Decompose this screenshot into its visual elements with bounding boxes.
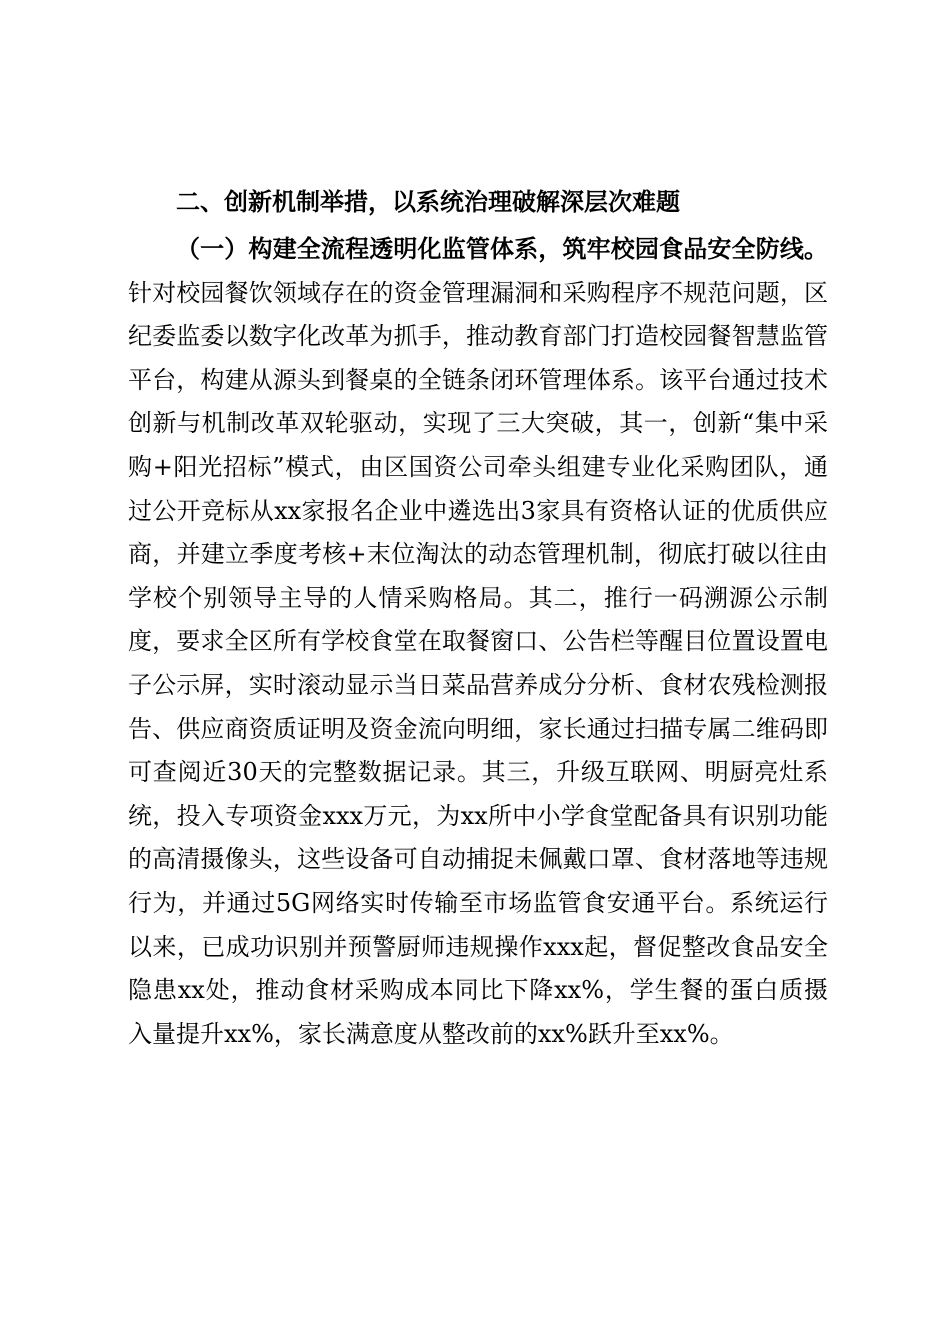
body-paragraph	[128, 228, 828, 1056]
paragraph-lead-sentence: （一）构建全流程透明化监管体系，筑牢校园食品安全防线。	[176, 235, 828, 263]
section-heading: 二、创新机制举措，以系统治理破解深层次难题	[176, 188, 680, 216]
paragraph-body-text: 针对校园餐饮领域存在的资金管理漏洞和采购程序不规范问题，区纪委监委以数字化改革为抓手，推动教育部门打造校园餐智慧监管平台，构建从源头到餐桌的全链条闭环管理体系。该平台通过技术创新与机制改革双轮驱动，实现了三大突破，其一，创新“集中采购+阳光招标”模式，由区国资公司牵头组建专业化采购团队，通过公开竞标从xx家报名企业中遴选出3家具有资格认证的优质供应商，并建立季度考核+末位淘汰的动态管理机制，彻底打破以往由学校个别领导主导的人情采购格局。其二，推行一码溯源公示制度，要求全区所有学校食堂在取餐窗口、公告栏等醒目位置设置电子公示屏，实时滚动显示当日菜品营养成分分析、食材农残检测报告、供应商资质证明及资金流向明细，家长通过扫描专属二维码即可查阅近30天的完整数据记录。其三，升级互联网、明厨亮灶系统，投入专项资金xxx万元，为xx所中小学食堂配备具有识别功能的高清摄像头，这些设备可自动捕捉未佩戴口罩、食材落地等违规行为，并通过5G网络实时传输至市场监管食安通平台。系统运行以来，已成功识别并预警厨师违规操作xxx起，督促整改食品安全隐患xx处，推动食材采购成本同比下降xx%，学生餐的蛋白质摄入量提升xx%，家长满意度从整改前的xx%跃升至xx%。	[128, 278, 828, 1048]
